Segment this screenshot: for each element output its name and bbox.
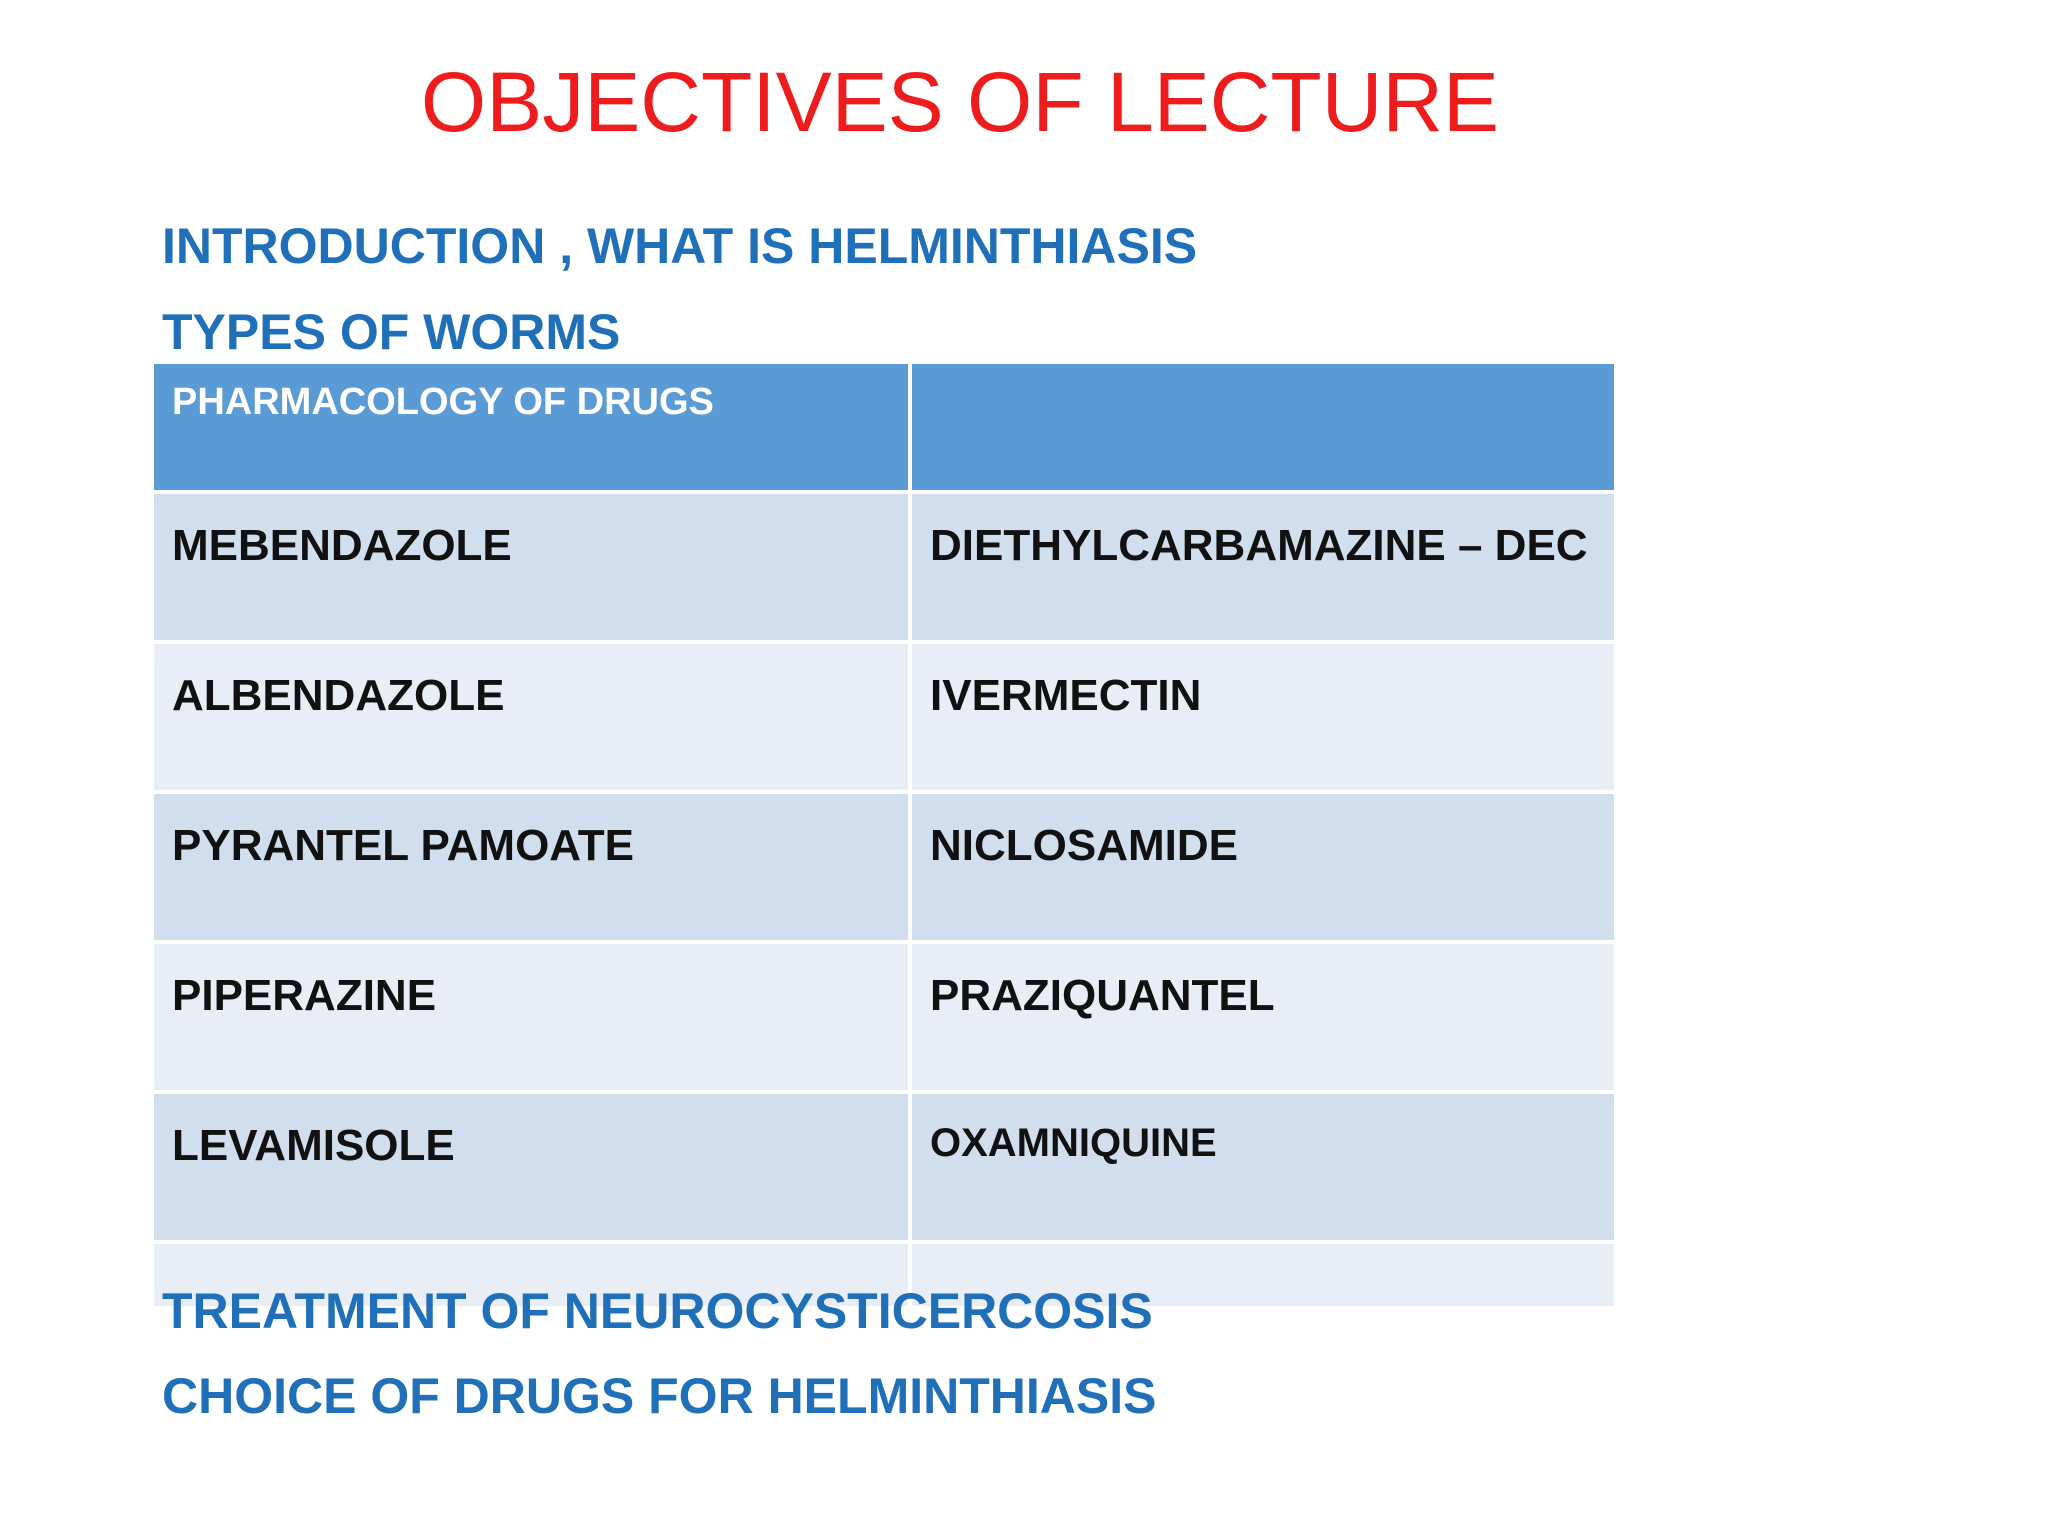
slide-title: OBJECTIVES OF LECTURE	[420, 55, 1500, 149]
table-cell: PRAZIQUANTEL	[910, 942, 1616, 1092]
table-cell: PIPERAZINE	[152, 942, 910, 1092]
table-row	[152, 1092, 1616, 1242]
table-cell: OXAMNIQUINE	[910, 1092, 1616, 1242]
table-row	[152, 642, 1616, 792]
table-cell: DIETHYLCARBAMAZINE – DEC	[910, 492, 1616, 642]
table-row	[152, 792, 1616, 942]
objective-types-of-worms: TYPES OF WORMS	[162, 304, 621, 360]
table-header-cell: PHARMACOLOGY OF DRUGS	[152, 362, 910, 492]
objective-choice-of-drugs: CHOICE OF DRUGS FOR HELMINTHIASIS	[162, 1368, 1157, 1424]
table-cell: NICLOSAMIDE	[910, 792, 1616, 942]
drug-table	[150, 360, 1618, 1310]
table-cell: MEBENDAZOLE	[152, 492, 910, 642]
table-row	[152, 942, 1616, 1092]
table-header-row	[152, 362, 1616, 492]
table-cell: PYRANTEL PAMOATE	[152, 792, 910, 942]
objective-neurocysticercosis: TREATMENT OF NEUROCYSTICERCOSIS	[162, 1283, 1153, 1339]
objective-introduction: INTRODUCTION , WHAT IS HELMINTHIASIS	[162, 218, 1198, 274]
table-header-cell	[910, 362, 1616, 492]
table-row	[152, 492, 1616, 642]
table-cell: IVERMECTIN	[910, 642, 1616, 792]
table-cell: LEVAMISOLE	[152, 1092, 910, 1242]
table-cell: ALBENDAZOLE	[152, 642, 910, 792]
